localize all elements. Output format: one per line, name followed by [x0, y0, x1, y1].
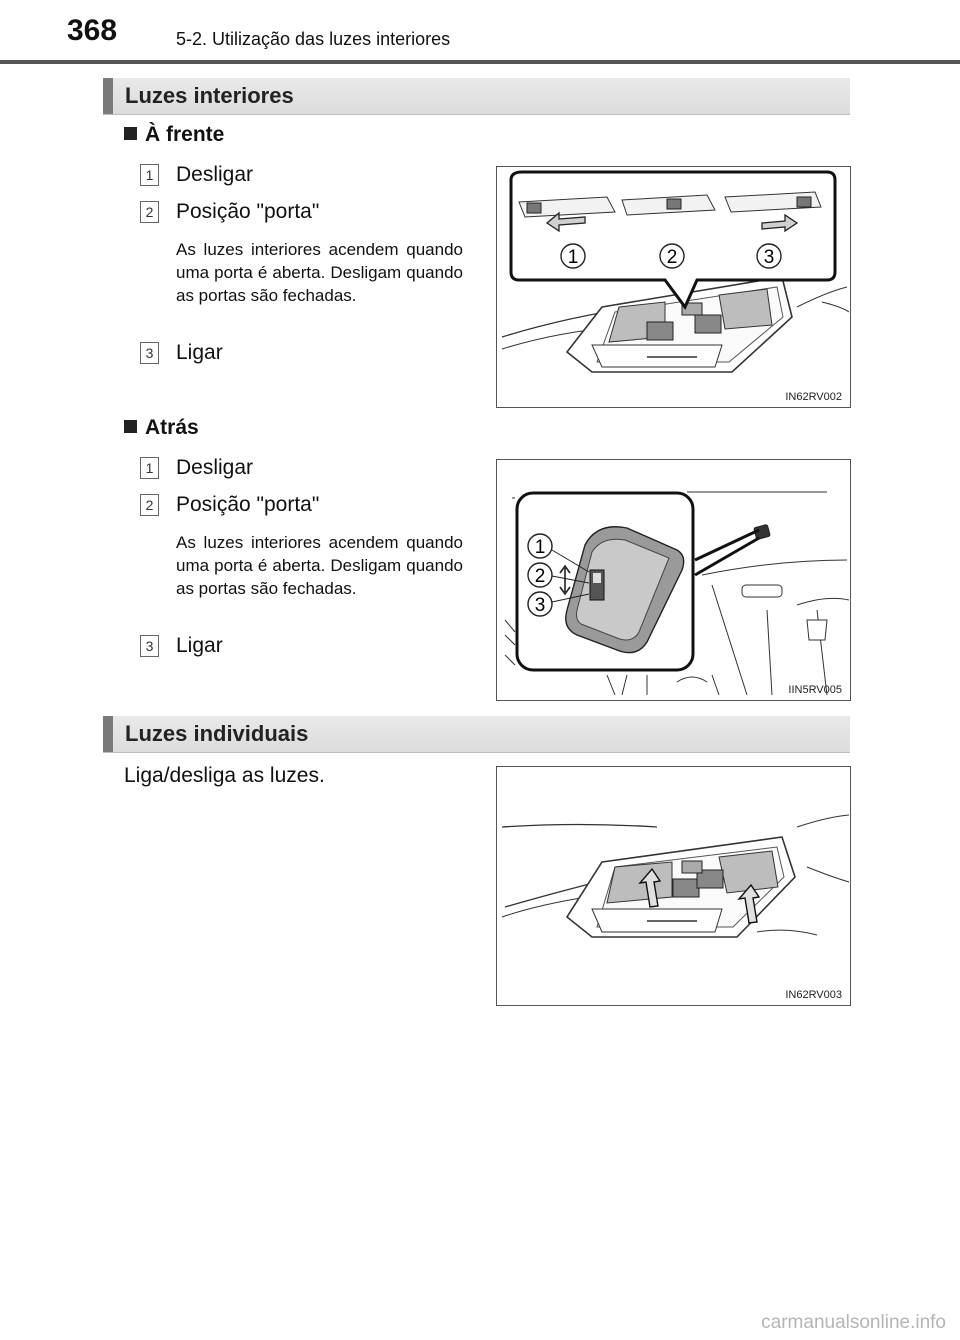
square-bullet-icon	[124, 420, 137, 433]
page-header-section: 5-2. Utilização das luzes interiores	[176, 29, 451, 49]
figure-callout: 2	[666, 247, 678, 268]
rear-item-door: Posição "porta"	[176, 493, 320, 516]
item-number-badge: 1	[140, 164, 159, 186]
figure-callout: 3	[534, 595, 546, 616]
square-bullet-icon	[124, 127, 137, 140]
item-number-badge: 3	[140, 342, 159, 364]
section-bar-individual-lights	[103, 716, 850, 753]
item-number-badge: 1	[140, 457, 159, 479]
header-rule	[0, 60, 960, 64]
item-number-badge: 2	[140, 494, 159, 516]
page-number: 368	[67, 14, 118, 47]
rear-lamp-illustration	[497, 460, 850, 700]
item-number-badge: 3	[140, 635, 159, 657]
figure-code: IN62RV003	[785, 989, 842, 1001]
figure-front-interior-light	[496, 166, 851, 408]
item-number-badge: 2	[140, 201, 159, 223]
individual-lights-text: Liga/desliga as luzes.	[124, 764, 325, 787]
subheading-front	[124, 123, 224, 147]
rear-item-on: Ligar	[176, 634, 223, 657]
front-item-door: Posição "porta"	[176, 200, 320, 223]
section-bar-accent	[103, 78, 113, 114]
figure-code: IIN5RV005	[788, 684, 842, 696]
front-item-off: Desligar	[176, 163, 254, 186]
figure-code: IN62RV002	[785, 391, 842, 403]
section-title: Luzes interiores	[125, 83, 294, 108]
front-door-description: As luzes interiores acendem quando uma porta é aberta. Desligam quando as portas são fechadas.	[176, 240, 463, 305]
front-item-on: Ligar	[176, 341, 223, 364]
section-bar-interior-lights	[103, 78, 850, 115]
front-console-illustration	[497, 167, 850, 407]
individual-lights-illustration	[497, 767, 850, 1005]
figure-callout: 1	[567, 247, 579, 268]
subheading-front-label: À frente	[145, 123, 225, 146]
figure-individual-lights	[496, 766, 851, 1006]
figure-callout: 1	[534, 537, 546, 558]
rear-item-off: Desligar	[176, 456, 254, 479]
section-title: Luzes individuais	[125, 721, 309, 746]
figure-callout: 3	[763, 247, 775, 268]
subheading-rear-label: Atrás	[145, 416, 199, 439]
section-bar-accent	[103, 716, 113, 752]
figure-rear-interior-light	[496, 459, 851, 701]
watermark-text: carmanualsonline.info	[761, 1312, 946, 1333]
figure-callout: 2	[534, 566, 546, 587]
rear-door-description: As luzes interiores acendem quando uma porta é aberta. Desligam quando as portas são fechadas.	[176, 533, 463, 598]
subheading-rear	[124, 416, 199, 440]
